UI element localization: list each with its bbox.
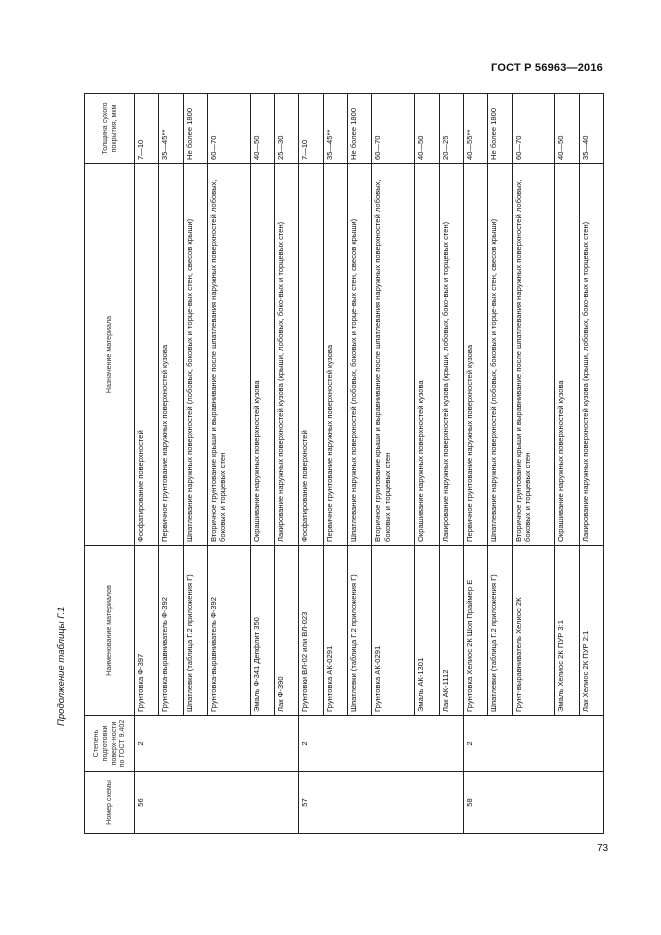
material-name-cell: Лак Ф-390 <box>275 546 299 716</box>
table-header-row <box>85 94 135 834</box>
coating-thickness-cell: 35—45** <box>159 94 183 164</box>
material-name-cell: Лак Хелиос 2К ПУР 2:1 <box>579 546 603 716</box>
table-row <box>463 94 487 834</box>
page-number: 73 <box>597 843 609 854</box>
header-material-purpose: Назначение материала <box>85 164 135 546</box>
material-name-cell: Эмаль Хелиос 2К ПУР 3:1 <box>555 546 579 716</box>
coating-thickness-cell: Не более 1800 <box>348 94 372 164</box>
materials-table <box>84 93 604 834</box>
material-purpose-cell: Шпатлевание наружных поверхностей (лобовых, боковых и торце-вых стен, свесов крыши) <box>348 164 372 546</box>
table-caption: Продолжение таблицы Г.1 <box>56 606 67 726</box>
prep-degree-cell: 2 <box>463 716 603 772</box>
coating-thickness-cell: 7—10 <box>135 94 159 164</box>
material-purpose-cell: Окрашивание наружных поверхностей кузова <box>250 164 274 546</box>
rotated-table-container <box>84 94 604 834</box>
material-purpose-cell: Окрашивание наружных поверхностей кузова <box>555 164 579 546</box>
header-prep-degree: Степень подготовки поверх-ности по ГОСТ 9.402 <box>85 716 135 772</box>
material-name-cell: Эмаль Ф-341 Депфлит 350 <box>250 546 274 716</box>
material-purpose-cell: Фосфатирование поверхностей <box>299 164 323 546</box>
material-purpose-cell: Фосфатирование поверхностей <box>135 164 159 546</box>
material-name-cell: Шпатлевки (таблица Г.2 приложения Г) <box>488 546 512 716</box>
material-name-cell: Грунтовки ВЛ-02 или ВЛ-023 <box>299 546 323 716</box>
material-name-cell: Грунтовка Ф-397 <box>135 546 159 716</box>
material-purpose-cell: Окрашивание наружных поверхностей кузова <box>415 164 439 546</box>
coating-thickness-cell: 40—55** <box>463 94 487 164</box>
material-purpose-cell: Вторичное грунтование крыши и выравнивание после шпатлевания наружных поверхностей лобовых, боковых и торцевых стен <box>372 164 415 546</box>
material-name-cell: Эмаль АК-1301 <box>415 546 439 716</box>
prep-degree-cell: 2 <box>135 716 299 772</box>
scheme-number-cell: 57 <box>299 772 463 834</box>
header-material-name: Наименование материалов <box>85 546 135 716</box>
material-purpose-cell: Вторичное грунтование крыши и выравнивание после шпатлевания наружных поверхностей лобовых, боковых и торцевых стен <box>208 164 251 546</box>
material-name-cell: Грунтовка-выравниватель Ф-392 <box>208 546 251 716</box>
coating-thickness-cell: 40—50 <box>415 94 439 164</box>
material-purpose-cell: Первичное грунтование наружных поверхностей кузова <box>159 164 183 546</box>
header-coating-thickness: Толщина сухого покрытия, мкм <box>85 94 135 164</box>
coating-thickness-cell: 60—70 <box>372 94 415 164</box>
material-purpose-cell: Лакирование наружных поверхностей кузова (крыши, лобовых, боко-вых и торцевых стен) <box>579 164 603 546</box>
table-row <box>299 94 323 834</box>
coating-thickness-cell: Не более 1800 <box>488 94 512 164</box>
coating-thickness-cell: 35—40 <box>579 94 603 164</box>
prep-degree-cell: 2 <box>299 716 463 772</box>
coating-thickness-cell: 7—10 <box>299 94 323 164</box>
coating-thickness-cell: 20—25 <box>439 94 463 164</box>
material-purpose-cell: Лакирование наружных поверхностей кузова (крыши, лобовых, боко-вых и торцевых стен) <box>439 164 463 546</box>
standard-header: ГОСТ Р 56963—2016 <box>491 62 603 74</box>
header-scheme-number: Номер схемы <box>85 772 135 834</box>
material-name-cell: Шпатлевки (таблица Г.2 приложения Г) <box>183 546 207 716</box>
material-name-cell: Шпатлевки (таблица Г.2 приложения Г) <box>348 546 372 716</box>
material-name-cell: Лак АК-1112 <box>439 546 463 716</box>
coating-thickness-cell: 40—50 <box>250 94 274 164</box>
coating-thickness-cell: 40—50 <box>555 94 579 164</box>
coating-thickness-cell: 60—70 <box>208 94 251 164</box>
coating-thickness-cell: 25—30 <box>275 94 299 164</box>
material-name-cell: Грунтовка АК-0291 <box>372 546 415 716</box>
material-purpose-cell: Первичное грунтование наружных поверхностей кузова <box>323 164 347 546</box>
table-body <box>135 94 604 834</box>
scheme-number-cell: 58 <box>463 772 603 834</box>
scheme-number-cell: 56 <box>135 772 299 834</box>
material-purpose-cell: Лакирование наружных поверхностей кузова (крыши, лобовых, боко-вых и торцевых стен) <box>275 164 299 546</box>
material-name-cell: Грунтовка-выравниватель Ф-392 <box>159 546 183 716</box>
material-purpose-cell: Шпатлевание наружных поверхностей (лобовых, боковых и торце-вых стен, свесов крыши) <box>488 164 512 546</box>
table-row <box>135 94 159 834</box>
coating-thickness-cell: Не более 1800 <box>183 94 207 164</box>
material-name-cell: Грунтовка Хелиос 2К Шоп Праймер Е <box>463 546 487 716</box>
coating-thickness-cell: 60—70 <box>512 94 555 164</box>
material-purpose-cell: Первичное грунтование наружных поверхностей кузова <box>463 164 487 546</box>
material-purpose-cell: Шпатлевание наружных поверхностей (лобовых, боковых и торце-вых стен, свесов крыши) <box>183 164 207 546</box>
coating-thickness-cell: 35—45** <box>323 94 347 164</box>
material-name-cell: Грунт-выравниватель Хелиос 2К <box>512 546 555 716</box>
material-name-cell: Грунтовка АК-0291 <box>323 546 347 716</box>
material-purpose-cell: Вторичное грунтование крыши и выравнивание после шпатлевания наружных поверхностей лобовых, боковых и торцевых стен <box>512 164 555 546</box>
